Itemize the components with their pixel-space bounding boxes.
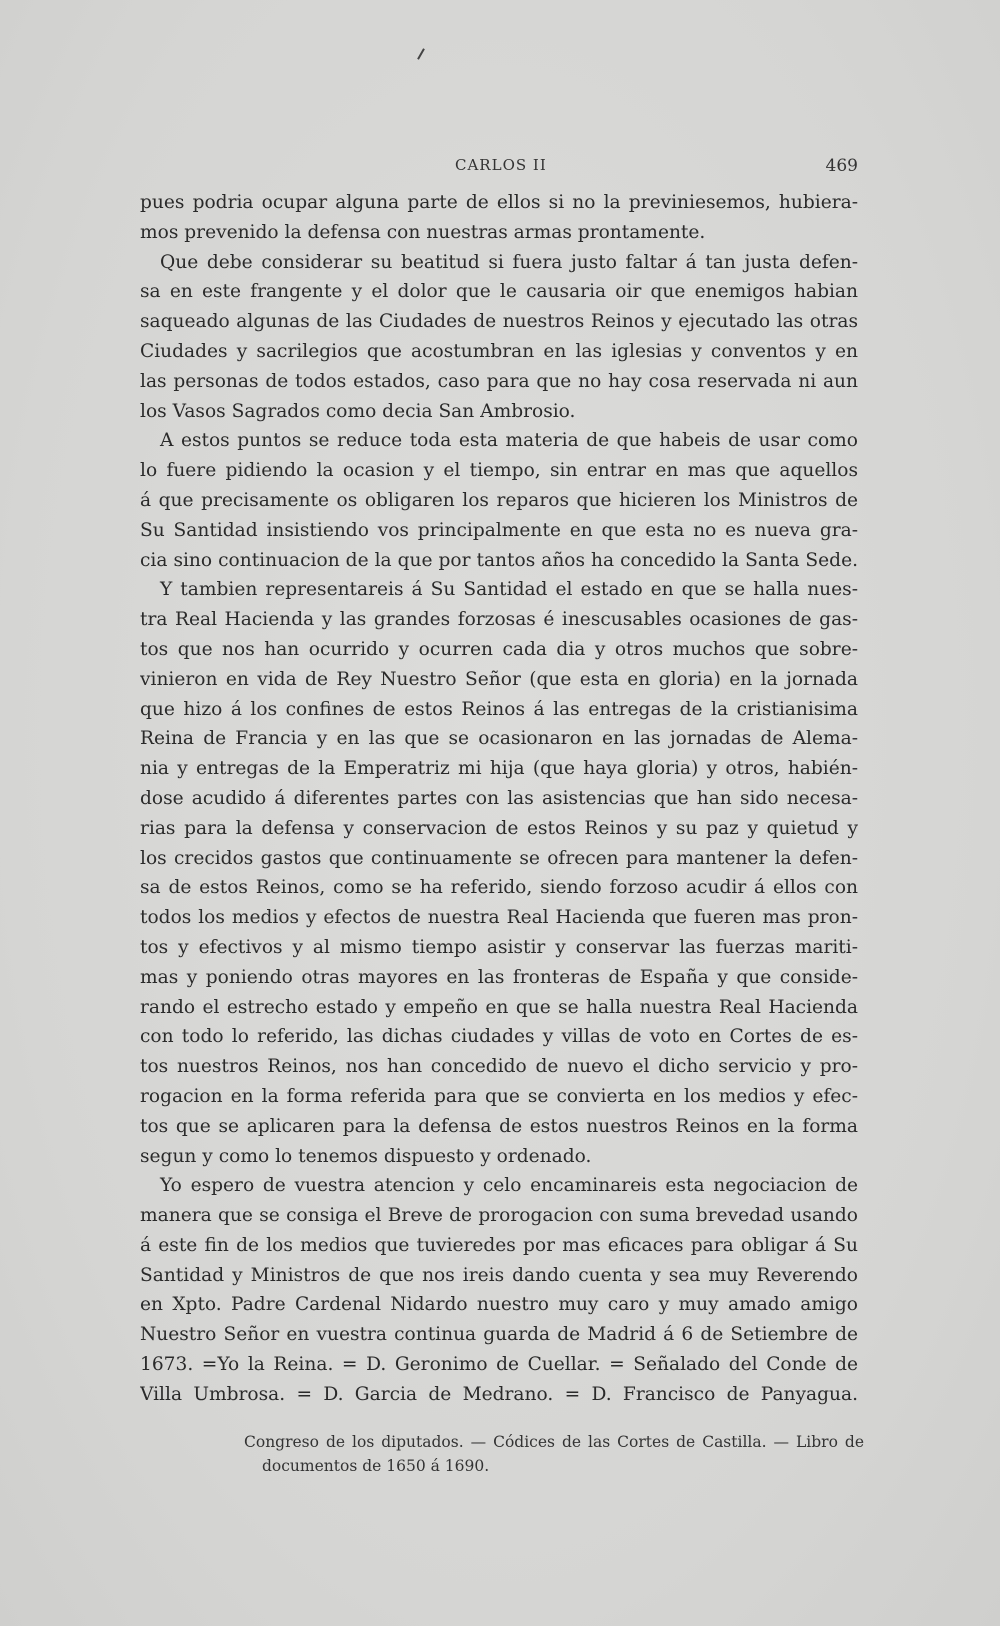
text-line: sa en este frangente y el dolor que le causaria oir que enemigos habian	[140, 281, 858, 303]
text-line: las personas de todos estados, caso para que no hay cosa reservada ni aun	[140, 370, 858, 392]
text-line: mas y poniendo otras mayores en las fronteras de España y que conside-	[140, 966, 858, 988]
text-line: sa de estos Reinos, como se ha referido, siendo forzoso acudir á ellos con	[140, 877, 858, 899]
text-line: Villa Umbrosa. = D. Garcia de Medrano. = D. Francisco de Panyagua.	[140, 1383, 858, 1405]
text-line: Nuestro Señor en vuestra continua guarda de Madrid á 6 de Setiembre de	[140, 1324, 858, 1346]
text-line: saqueado algunas de las Ciudades de nuestros Reinos y ejecutado las otras	[140, 311, 858, 333]
text-line: cia sino continuacion de la que por tantos años ha concedido la Santa Sede.	[140, 549, 858, 571]
text-line: rando el estrecho estado y empeño en que se halla nuestra Real Hacienda	[140, 996, 858, 1018]
text-line: los Vasos Sagrados como decia San Ambrosio.	[140, 400, 576, 422]
text-line: Su Santidad insistiendo vos principalmente en que esta no es nueva gra-	[140, 519, 858, 541]
body-text	[140, 188, 858, 1410]
text-line: tos nuestros Reinos, nos han concedido de nuevo el dicho servicio y pro-	[140, 1056, 858, 1078]
text-line: rias para la defensa y conservacion de estos Reinos y su paz y quietud y	[140, 817, 858, 839]
footnote-line: documentos de 1650 á 1690.	[262, 1457, 490, 1475]
text-line: manera que se consiga el Breve de prorogacion con suma brevedad usando	[140, 1205, 858, 1227]
text-line: Que debe considerar su beatitud si fuera justo faltar á tan justa defen-	[160, 251, 858, 273]
text-line: á este fin de los medios que tuvieredes por mas eficaces para obligar á Su	[140, 1234, 858, 1256]
text-line: Santidad y Ministros de que nos ireis dando cuenta y sea muy Reverendo	[140, 1264, 858, 1286]
text-line: Reina de Francia y en las que se ocasionaron en las jornadas de Alema-	[140, 728, 858, 750]
text-line: lo fuere pidiendo la ocasion y el tiempo, sin entrar en mas que aquellos	[140, 460, 858, 482]
text-line: Yo espero de vuestra atencion y celo encaminareis esta negociacion de	[160, 1175, 858, 1197]
text-line: mos prevenido la defensa con nuestras armas prontamente.	[140, 221, 706, 243]
text-line: pues podria ocupar alguna parte de ellos si no la previniesemos, hubiera-	[140, 192, 858, 213]
text-line: en Xpto. Padre Cardenal Nidardo nuestro muy caro y muy amado amigo	[140, 1294, 858, 1316]
text-line: Y tambien representareis á Su Santidad el estado en que se halla nues-	[160, 579, 858, 601]
text-line: nia y entregas de la Emperatriz mi hija (que haya gloria) y otros, habién-	[140, 758, 858, 780]
page-number: 469	[825, 156, 858, 176]
text-line: tra Real Hacienda y las grandes forzosas é inescusables ocasiones de gas-	[140, 609, 858, 631]
source-footnote	[244, 1430, 864, 1478]
footnote-line: Congreso de los diputados. — Códices de las Cortes de Castilla. — Libro de	[244, 1433, 864, 1451]
text-line: A estos puntos se reduce toda esta materia de que habeis de usar como	[160, 430, 858, 452]
running-head: CARLOS II	[455, 156, 547, 174]
page-header	[140, 156, 858, 178]
ink-mark	[417, 48, 425, 59]
text-line: dose acudido á diferentes partes con las asistencias que han sido necesa-	[140, 787, 858, 809]
text-line: tos que se aplicaren para la defensa de estos nuestros Reinos en la forma	[140, 1115, 858, 1137]
text-line: 1673. =Yo la Reina. = D. Geronimo de Cuellar. = Señalado del Conde de	[140, 1354, 858, 1376]
text-line: á que precisamente os obligaren los reparos que hicieren los Ministros de	[140, 489, 858, 511]
text-line: los crecidos gastos que continuamente se ofrecen para mantener la defen-	[140, 847, 858, 869]
text-line: todos los medios y efectos de nuestra Real Hacienda que fueren mas pron-	[140, 907, 858, 929]
text-line: Ciudades y sacrilegios que acostumbran en las iglesias y conventos y en	[140, 340, 858, 362]
text-line: vinieron en vida de Rey Nuestro Señor (que esta en gloria) en la jornada	[140, 668, 858, 690]
text-line: tos y efectivos y al mismo tiempo asistir y conservar las fuerzas mariti-	[140, 936, 858, 958]
text-line: con todo lo referido, las dichas ciudades y villas de voto en Cortes de es-	[140, 1026, 858, 1048]
text-line: tos que nos han ocurrido y ocurren cada dia y otros muchos que sobre-	[140, 638, 858, 660]
text-line: rogacion en la forma referida para que se convierta en los medios y efec-	[140, 1085, 858, 1107]
text-line: segun y como lo tenemos dispuesto y ordenado.	[140, 1145, 592, 1167]
text-line: que hizo á los confines de estos Reinos á las entregas de la cristianisima	[140, 698, 858, 720]
